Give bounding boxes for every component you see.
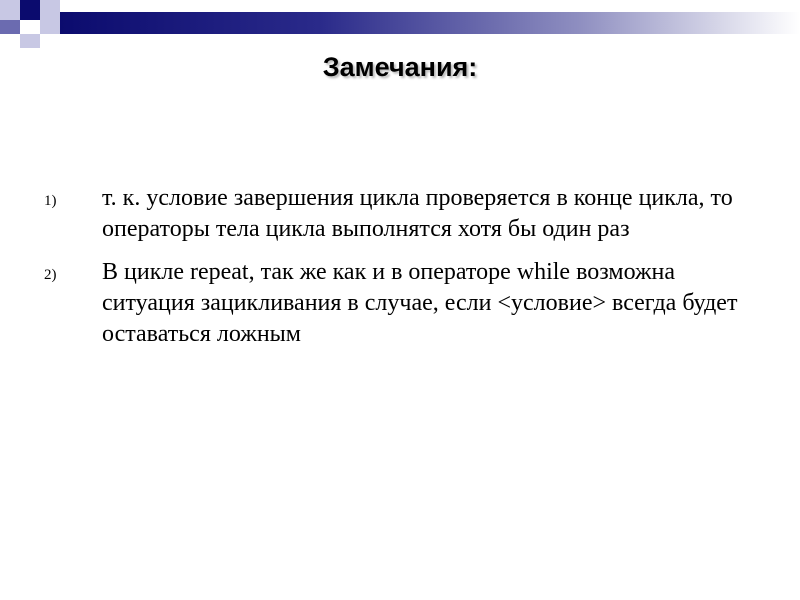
notes-list — [44, 183, 764, 362]
list-marker: 1) — [44, 193, 57, 209]
decor-square — [0, 20, 20, 34]
list-marker: 2) — [44, 267, 57, 283]
list-item — [44, 183, 764, 245]
decor-square — [0, 0, 20, 20]
decor-square — [20, 0, 40, 20]
list-item-text: т. к. условие завершения цикла проверяется в конце цикла, то операторы тела цикла выполнятся хотя бы один раз — [102, 185, 733, 242]
decor-square — [40, 0, 60, 20]
slide-title: Замечания: — [322, 52, 478, 82]
list-item-text: В цикле repeat, так же как и в операторе while возможна ситуация зацикливания в случае, если <условие> всегда будет оставаться ложным — [102, 259, 738, 347]
list-item — [44, 257, 764, 350]
decor-square — [20, 34, 40, 48]
header-gradient-band — [60, 12, 800, 34]
decor-square — [40, 20, 60, 34]
